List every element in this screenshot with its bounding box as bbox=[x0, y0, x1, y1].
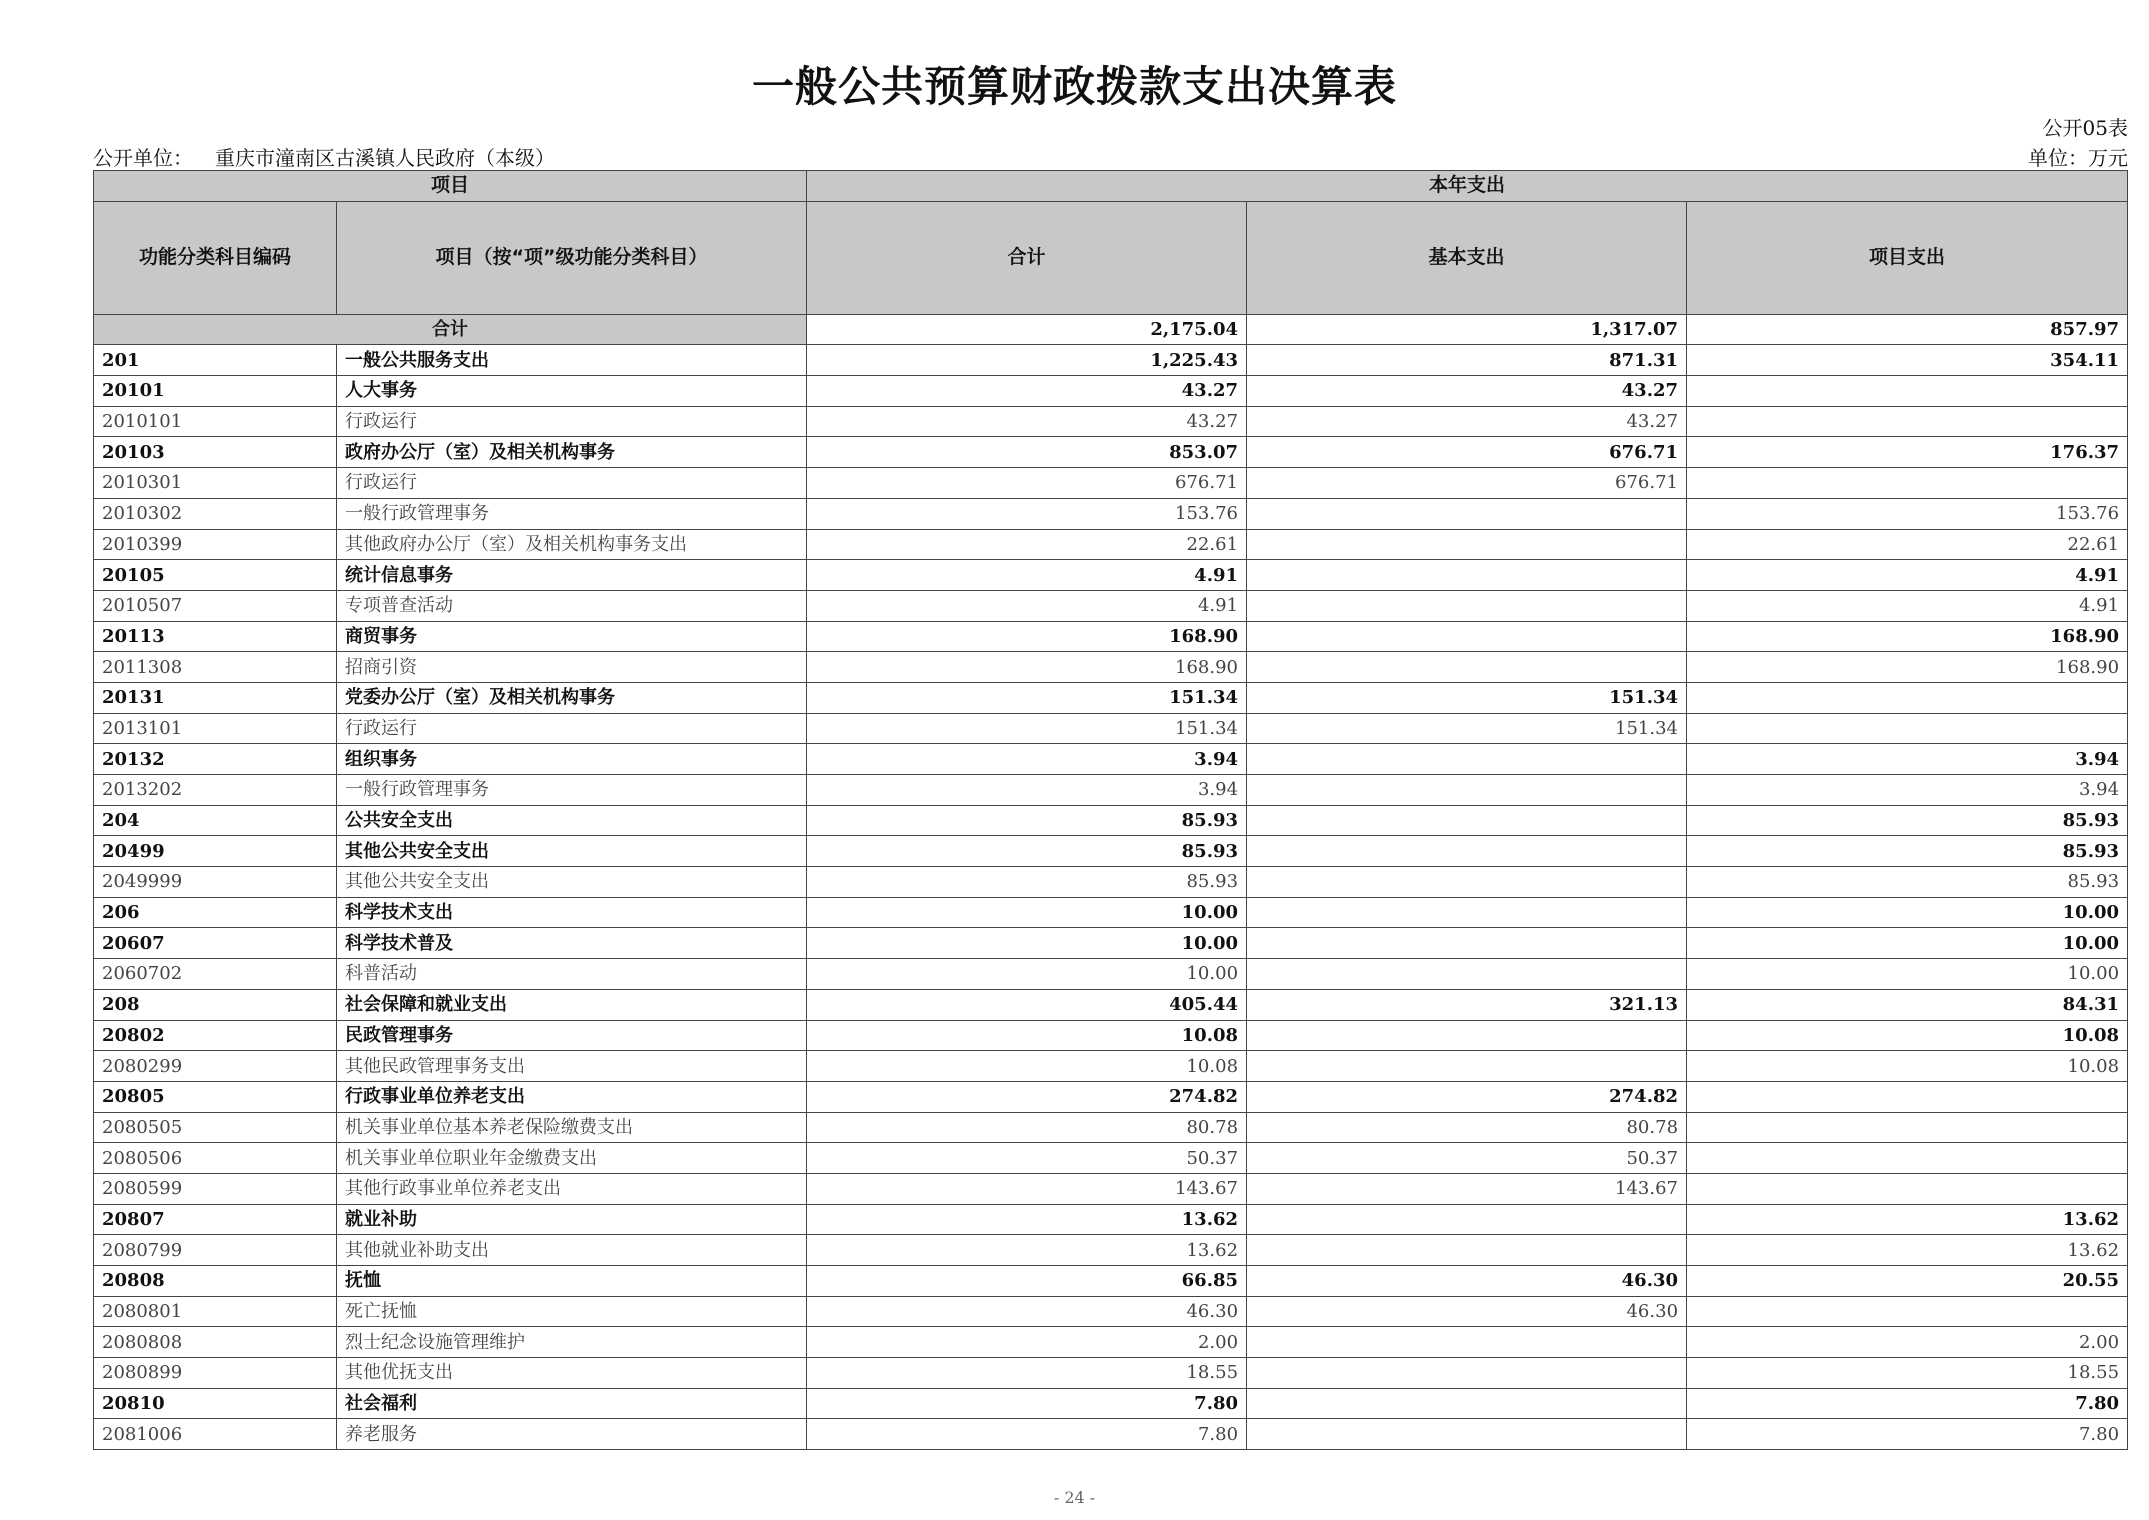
total-total: 2,175.04 bbox=[807, 314, 1247, 345]
cell-total: 7.80 bbox=[807, 1419, 1247, 1450]
cell-project bbox=[1687, 713, 2128, 744]
cell-basic bbox=[1247, 867, 1687, 898]
cell-name: 统计信息事务 bbox=[337, 560, 807, 591]
cell-basic: 151.34 bbox=[1247, 682, 1687, 713]
table-row bbox=[94, 867, 2128, 898]
table-row bbox=[94, 652, 2128, 683]
cell-basic: 80.78 bbox=[1247, 1112, 1687, 1143]
cell-basic: 321.13 bbox=[1247, 989, 1687, 1020]
cell-project bbox=[1687, 1081, 2128, 1112]
cell-basic: 151.34 bbox=[1247, 713, 1687, 744]
table-row bbox=[94, 959, 2128, 990]
cell-basic bbox=[1247, 621, 1687, 652]
cell-code: 20103 bbox=[94, 437, 337, 468]
table-row bbox=[94, 590, 2128, 621]
table-row bbox=[94, 989, 2128, 1020]
cell-name: 行政运行 bbox=[337, 406, 807, 437]
cell-name: 科学技术支出 bbox=[337, 897, 807, 928]
table-row bbox=[94, 1020, 2128, 1051]
cell-total: 66.85 bbox=[807, 1266, 1247, 1297]
table-row bbox=[94, 498, 2128, 529]
table-row bbox=[94, 713, 2128, 744]
cell-project: 13.62 bbox=[1687, 1235, 2128, 1266]
currency-unit: 单位：万元 bbox=[2028, 146, 2128, 170]
cell-basic bbox=[1247, 836, 1687, 867]
cell-name: 就业补助 bbox=[337, 1204, 807, 1235]
header-total: 合计 bbox=[807, 201, 1247, 314]
cell-name: 行政运行 bbox=[337, 468, 807, 499]
cell-basic: 46.30 bbox=[1247, 1266, 1687, 1297]
cell-total: 43.27 bbox=[807, 406, 1247, 437]
header-basic: 基本支出 bbox=[1247, 201, 1687, 314]
cell-project: 84.31 bbox=[1687, 989, 2128, 1020]
cell-name: 其他公共安全支出 bbox=[337, 867, 807, 898]
cell-total: 10.08 bbox=[807, 1020, 1247, 1051]
cell-total: 10.00 bbox=[807, 959, 1247, 990]
cell-name: 商贸事务 bbox=[337, 621, 807, 652]
cell-project: 4.91 bbox=[1687, 590, 2128, 621]
cell-total: 168.90 bbox=[807, 621, 1247, 652]
cell-code: 206 bbox=[94, 897, 337, 928]
cell-code: 2013101 bbox=[94, 713, 337, 744]
cell-code: 2010302 bbox=[94, 498, 337, 529]
table-row bbox=[94, 1388, 2128, 1419]
cell-code: 20805 bbox=[94, 1081, 337, 1112]
cell-total: 153.76 bbox=[807, 498, 1247, 529]
cell-basic bbox=[1247, 928, 1687, 959]
cell-total: 85.93 bbox=[807, 867, 1247, 898]
cell-name: 其他政府办公厅（室）及相关机构事务支出 bbox=[337, 529, 807, 560]
cell-code: 20807 bbox=[94, 1204, 337, 1235]
cell-name: 其他民政管理事务支出 bbox=[337, 1051, 807, 1082]
cell-basic: 46.30 bbox=[1247, 1296, 1687, 1327]
table-row bbox=[94, 744, 2128, 775]
table-row bbox=[94, 1327, 2128, 1358]
table-row bbox=[94, 775, 2128, 806]
cell-total: 10.08 bbox=[807, 1051, 1247, 1082]
total-project: 857.97 bbox=[1687, 314, 2128, 345]
cell-project bbox=[1687, 682, 2128, 713]
cell-name: 政府办公厅（室）及相关机构事务 bbox=[337, 437, 807, 468]
cell-code: 2081006 bbox=[94, 1419, 337, 1450]
cell-name: 党委办公厅（室）及相关机构事务 bbox=[337, 682, 807, 713]
cell-name: 科普活动 bbox=[337, 959, 807, 990]
cell-name: 机关事业单位职业年金缴费支出 bbox=[337, 1143, 807, 1174]
cell-project: 4.91 bbox=[1687, 560, 2128, 591]
table-row bbox=[94, 682, 2128, 713]
cell-total: 50.37 bbox=[807, 1143, 1247, 1174]
publishing-unit bbox=[93, 142, 555, 171]
cell-total: 151.34 bbox=[807, 713, 1247, 744]
cell-basic: 143.67 bbox=[1247, 1173, 1687, 1204]
total-row bbox=[94, 314, 2128, 345]
cell-total: 676.71 bbox=[807, 468, 1247, 499]
cell-total: 18.55 bbox=[807, 1358, 1247, 1389]
cell-name: 社会保障和就业支出 bbox=[337, 989, 807, 1020]
cell-project: 85.93 bbox=[1687, 867, 2128, 898]
table-row bbox=[94, 1419, 2128, 1450]
cell-name: 专项普查活动 bbox=[337, 590, 807, 621]
cell-project: 10.00 bbox=[1687, 928, 2128, 959]
cell-name: 人大事务 bbox=[337, 376, 807, 407]
cell-project bbox=[1687, 1112, 2128, 1143]
cell-project bbox=[1687, 376, 2128, 407]
publishing-unit-label: 公开单位： bbox=[93, 146, 193, 170]
cell-code: 2010507 bbox=[94, 590, 337, 621]
cell-basic bbox=[1247, 775, 1687, 806]
table-row bbox=[94, 376, 2128, 407]
table-row bbox=[94, 1266, 2128, 1297]
cell-code: 2080799 bbox=[94, 1235, 337, 1266]
cell-project: 7.80 bbox=[1687, 1419, 2128, 1450]
cell-basic bbox=[1247, 1235, 1687, 1266]
publishing-unit-org: 重庆市潼南区古溪镇人民政府（本级） bbox=[215, 146, 555, 170]
cell-name: 养老服务 bbox=[337, 1419, 807, 1450]
header-name: 项目（按“项”级功能分类科目） bbox=[337, 201, 807, 314]
cell-name: 科学技术普及 bbox=[337, 928, 807, 959]
cell-code: 20132 bbox=[94, 744, 337, 775]
cell-code: 2080808 bbox=[94, 1327, 337, 1358]
cell-total: 3.94 bbox=[807, 775, 1247, 806]
cell-total: 4.91 bbox=[807, 590, 1247, 621]
cell-project bbox=[1687, 1296, 2128, 1327]
cell-code: 2080599 bbox=[94, 1173, 337, 1204]
table-row bbox=[94, 1173, 2128, 1204]
cell-basic: 871.31 bbox=[1247, 345, 1687, 376]
cell-basic bbox=[1247, 1204, 1687, 1235]
header-code: 功能分类科目编码 bbox=[94, 201, 337, 314]
table-row bbox=[94, 897, 2128, 928]
cell-basic bbox=[1247, 498, 1687, 529]
header-project: 项目支出 bbox=[1687, 201, 2128, 314]
cell-basic: 274.82 bbox=[1247, 1081, 1687, 1112]
cell-project: 2.00 bbox=[1687, 1327, 2128, 1358]
table-row bbox=[94, 1358, 2128, 1389]
cell-basic bbox=[1247, 590, 1687, 621]
table-row bbox=[94, 621, 2128, 652]
cell-name: 行政事业单位养老支出 bbox=[337, 1081, 807, 1112]
cell-basic bbox=[1247, 897, 1687, 928]
cell-project: 20.55 bbox=[1687, 1266, 2128, 1297]
cell-basic bbox=[1247, 744, 1687, 775]
cell-code: 2049999 bbox=[94, 867, 337, 898]
total-basic: 1,317.07 bbox=[1247, 314, 1687, 345]
cell-code: 2060702 bbox=[94, 959, 337, 990]
cell-basic bbox=[1247, 959, 1687, 990]
cell-code: 2080801 bbox=[94, 1296, 337, 1327]
cell-code: 20131 bbox=[94, 682, 337, 713]
table-row bbox=[94, 1081, 2128, 1112]
cell-project: 3.94 bbox=[1687, 744, 2128, 775]
cell-name: 一般行政管理事务 bbox=[337, 775, 807, 806]
cell-project: 354.11 bbox=[1687, 345, 2128, 376]
table-row bbox=[94, 468, 2128, 499]
cell-code: 2080505 bbox=[94, 1112, 337, 1143]
cell-name: 民政管理事务 bbox=[337, 1020, 807, 1051]
cell-total: 22.61 bbox=[807, 529, 1247, 560]
cell-code: 204 bbox=[94, 805, 337, 836]
cell-project: 85.93 bbox=[1687, 836, 2128, 867]
cell-basic bbox=[1247, 1020, 1687, 1051]
total-label: 合计 bbox=[94, 314, 807, 345]
cell-total: 85.93 bbox=[807, 836, 1247, 867]
cell-project: 176.37 bbox=[1687, 437, 2128, 468]
cell-project: 10.00 bbox=[1687, 959, 2128, 990]
cell-project: 10.08 bbox=[1687, 1020, 2128, 1051]
cell-name: 招商引资 bbox=[337, 652, 807, 683]
cell-basic bbox=[1247, 529, 1687, 560]
cell-total: 43.27 bbox=[807, 376, 1247, 407]
cell-code: 20105 bbox=[94, 560, 337, 591]
cell-basic bbox=[1247, 1327, 1687, 1358]
table-row bbox=[94, 805, 2128, 836]
cell-name: 抚恤 bbox=[337, 1266, 807, 1297]
cell-name: 一般公共服务支出 bbox=[337, 345, 807, 376]
cell-project: 18.55 bbox=[1687, 1358, 2128, 1389]
table-row bbox=[94, 406, 2128, 437]
table-row bbox=[94, 560, 2128, 591]
cell-code: 2010301 bbox=[94, 468, 337, 499]
cell-code: 2010101 bbox=[94, 406, 337, 437]
cell-basic bbox=[1247, 1388, 1687, 1419]
expenditure-table bbox=[93, 170, 2128, 1450]
form-number: 公开05表 bbox=[2042, 116, 2128, 140]
cell-project: 153.76 bbox=[1687, 498, 2128, 529]
cell-total: 405.44 bbox=[807, 989, 1247, 1020]
cell-code: 20808 bbox=[94, 1266, 337, 1297]
cell-name: 烈士纪念设施管理维护 bbox=[337, 1327, 807, 1358]
cell-project: 7.80 bbox=[1687, 1388, 2128, 1419]
cell-total: 10.00 bbox=[807, 928, 1247, 959]
table-row bbox=[94, 1296, 2128, 1327]
cell-project: 22.61 bbox=[1687, 529, 2128, 560]
cell-total: 2.00 bbox=[807, 1327, 1247, 1358]
cell-code: 2080299 bbox=[94, 1051, 337, 1082]
cell-name: 其他行政事业单位养老支出 bbox=[337, 1173, 807, 1204]
cell-project: 85.93 bbox=[1687, 805, 2128, 836]
cell-project bbox=[1687, 1143, 2128, 1174]
cell-project: 10.08 bbox=[1687, 1051, 2128, 1082]
cell-code: 208 bbox=[94, 989, 337, 1020]
cell-project: 13.62 bbox=[1687, 1204, 2128, 1235]
cell-code: 201 bbox=[94, 345, 337, 376]
cell-project: 168.90 bbox=[1687, 621, 2128, 652]
cell-code: 2010399 bbox=[94, 529, 337, 560]
cell-total: 274.82 bbox=[807, 1081, 1247, 1112]
cell-basic: 676.71 bbox=[1247, 437, 1687, 468]
cell-name: 行政运行 bbox=[337, 713, 807, 744]
cell-name: 死亡抚恤 bbox=[337, 1296, 807, 1327]
cell-basic bbox=[1247, 560, 1687, 591]
cell-total: 10.00 bbox=[807, 897, 1247, 928]
table-row bbox=[94, 1235, 2128, 1266]
cell-total: 13.62 bbox=[807, 1204, 1247, 1235]
cell-basic: 43.27 bbox=[1247, 376, 1687, 407]
cell-project: 10.00 bbox=[1687, 897, 2128, 928]
cell-project bbox=[1687, 468, 2128, 499]
cell-total: 143.67 bbox=[807, 1173, 1247, 1204]
cell-total: 46.30 bbox=[807, 1296, 1247, 1327]
cell-basic bbox=[1247, 1051, 1687, 1082]
cell-code: 2011308 bbox=[94, 652, 337, 683]
cell-total: 13.62 bbox=[807, 1235, 1247, 1266]
cell-project: 3.94 bbox=[1687, 775, 2128, 806]
cell-total: 3.94 bbox=[807, 744, 1247, 775]
cell-basic: 676.71 bbox=[1247, 468, 1687, 499]
table-row bbox=[94, 836, 2128, 867]
cell-code: 20113 bbox=[94, 621, 337, 652]
cell-name: 机关事业单位基本养老保险缴费支出 bbox=[337, 1112, 807, 1143]
table-row bbox=[94, 345, 2128, 376]
cell-project bbox=[1687, 406, 2128, 437]
cell-project: 168.90 bbox=[1687, 652, 2128, 683]
header-item: 项目 bbox=[94, 171, 807, 202]
cell-name: 组织事务 bbox=[337, 744, 807, 775]
page-title: 一般公共预算财政拨款支出决算表 bbox=[751, 62, 1397, 111]
cell-project bbox=[1687, 1173, 2128, 1204]
table-row bbox=[94, 1051, 2128, 1082]
cell-name: 公共安全支出 bbox=[337, 805, 807, 836]
cell-basic: 50.37 bbox=[1247, 1143, 1687, 1174]
cell-total: 7.80 bbox=[807, 1388, 1247, 1419]
cell-basic bbox=[1247, 652, 1687, 683]
cell-code: 20499 bbox=[94, 836, 337, 867]
cell-code: 20802 bbox=[94, 1020, 337, 1051]
table-row bbox=[94, 437, 2128, 468]
cell-total: 168.90 bbox=[807, 652, 1247, 683]
cell-name: 其他公共安全支出 bbox=[337, 836, 807, 867]
table-row bbox=[94, 928, 2128, 959]
table-row bbox=[94, 529, 2128, 560]
cell-basic bbox=[1247, 805, 1687, 836]
table-row bbox=[94, 1112, 2128, 1143]
table-row bbox=[94, 1204, 2128, 1235]
table-row bbox=[94, 1143, 2128, 1174]
cell-basic bbox=[1247, 1358, 1687, 1389]
cell-total: 1,225.43 bbox=[807, 345, 1247, 376]
cell-basic: 43.27 bbox=[1247, 406, 1687, 437]
cell-total: 853.07 bbox=[807, 437, 1247, 468]
cell-basic bbox=[1247, 1419, 1687, 1450]
header-current-year: 本年支出 bbox=[807, 171, 2128, 202]
cell-code: 2013202 bbox=[94, 775, 337, 806]
cell-name: 其他优抚支出 bbox=[337, 1358, 807, 1389]
cell-code: 2080899 bbox=[94, 1358, 337, 1389]
cell-code: 20607 bbox=[94, 928, 337, 959]
cell-name: 其他就业补助支出 bbox=[337, 1235, 807, 1266]
cell-code: 2080506 bbox=[94, 1143, 337, 1174]
cell-code: 20101 bbox=[94, 376, 337, 407]
cell-total: 4.91 bbox=[807, 560, 1247, 591]
cell-total: 80.78 bbox=[807, 1112, 1247, 1143]
cell-total: 85.93 bbox=[807, 805, 1247, 836]
page-number: - 24 - bbox=[1053, 1488, 1096, 1507]
cell-code: 20810 bbox=[94, 1388, 337, 1419]
cell-name: 社会福利 bbox=[337, 1388, 807, 1419]
cell-total: 151.34 bbox=[807, 682, 1247, 713]
cell-name: 一般行政管理事务 bbox=[337, 498, 807, 529]
